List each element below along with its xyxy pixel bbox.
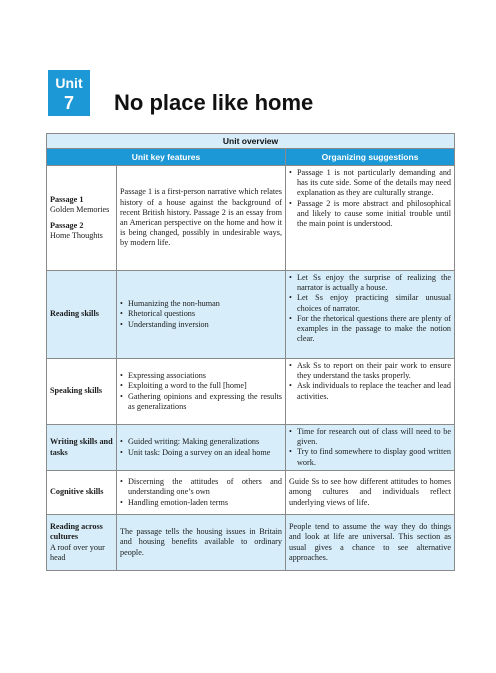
suggestions-reading-skills (286, 271, 455, 359)
row-label-speaking-skills (47, 359, 117, 425)
table-row (47, 425, 455, 471)
list-item: • Unit task: Doing a survey on an ideal home (120, 448, 282, 458)
unit-label: Unit (55, 75, 83, 91)
header-key-features: Unit key features (47, 149, 286, 166)
unit-overview-table (46, 133, 455, 571)
unit-number: 7 (63, 93, 74, 113)
table-row (47, 166, 455, 271)
list-item: • Gathering opinions and expressing the results as generalizations (120, 392, 282, 412)
suggestions-writing-skills (286, 425, 455, 471)
unit-badge (48, 70, 90, 116)
row-label-reading-across-cultures (47, 515, 117, 571)
list-item: • Let Ss enjoy practicing similar unusual choices of narrator. (289, 293, 451, 313)
reading-skills-label: Reading skills (50, 309, 99, 319)
speaking-skills-label: Speaking skills (50, 386, 103, 396)
row-label-writing-skills (47, 425, 117, 471)
list-item: • Guided writing: Making generalizations (120, 437, 282, 447)
list-item: • Ask individuals to replace the teacher and lead activities. (289, 381, 451, 401)
list-item: • Expressing associations (120, 371, 282, 381)
writing-skills-label: Writing skills and tasks (50, 437, 113, 457)
passage2-title: Home Thoughts (50, 231, 103, 241)
list-item: • Handling emotion-laden terms (120, 498, 282, 508)
feature-reading-across-cultures: The passage tells the housing issues in Britain and housing benefits available to ordinary people. (117, 515, 286, 571)
suggestion-reading-across-cultures: People tend to assume the way they do things and look at life are universal. This section as usual gives a chance to see alternative approaches. (286, 515, 455, 571)
table-row (47, 471, 455, 515)
list-item: • Ask Ss to report on their pair work to ensure they understand the tasks properly. (289, 361, 451, 381)
list-item: • Humanizing the non-human (120, 299, 282, 309)
features-writing-skills (117, 425, 286, 471)
passage1-label: Passage 1 (50, 194, 84, 204)
row-label-passages (47, 166, 117, 271)
list-item: • Discerning the attitudes of others and understanding one’s own (120, 477, 282, 497)
row-label-reading-skills (47, 271, 117, 359)
suggestions-passages (286, 166, 455, 271)
suggestion-cognitive-skills: Guide Ss to see how different attitudes to homes among cultures and individuals reflect underlying views of life. (286, 471, 455, 515)
list-item: • Rhetorical questions (120, 309, 282, 319)
page-title: No place like home (114, 90, 314, 115)
list-item: • Let Ss enjoy the surprise of realizing the narrator is actually a house. (289, 273, 451, 293)
reading-across-cultures-title: A roof over your head (50, 542, 105, 562)
features-cognitive-skills (117, 471, 286, 515)
reading-across-cultures-label: Reading across cultures (50, 522, 103, 542)
table-caption: Unit overview (47, 134, 455, 149)
feature-passages: Passage 1 is a first-person narrative which relates history of a house against the background of recent British history. Passage 2 is an essay from an American perspective on the home and how it is being changed, possibly in undesirable ways, by modern life. (117, 166, 286, 271)
list-item: • Time for research out of class will need to be given. (289, 427, 451, 447)
table-row (47, 271, 455, 359)
passage2-label: Passage 2 (50, 221, 84, 230)
list-item: • For the rhetorical questions there are plenty of examples in the passage to make the notion clear. (289, 314, 451, 345)
cognitive-skills-label: Cognitive skills (50, 487, 104, 497)
passage1-title: Golden Memories (50, 204, 110, 214)
suggestions-speaking-skills (286, 359, 455, 425)
features-speaking-skills (117, 359, 286, 425)
list-item: • Passage 2 is more abstract and philosophical and likely to cause some initial trouble until the main point is understood. (289, 199, 451, 230)
row-label-cognitive-skills (47, 471, 117, 515)
list-item: • Passage 1 is not particularly demanding and has its cute side. Some of the details may need explanation as they are culturally strange. (289, 168, 451, 199)
table-row (47, 359, 455, 425)
list-item: • Try to find somewhere to display good written work. (289, 447, 451, 467)
features-reading-skills (117, 271, 286, 359)
list-item: • Understanding inversion (120, 320, 282, 330)
list-item: • Exploiting a word to the full [home] (120, 381, 282, 391)
table-row (47, 515, 455, 571)
header-organizing-suggestions: Organizing suggestions (286, 149, 455, 166)
